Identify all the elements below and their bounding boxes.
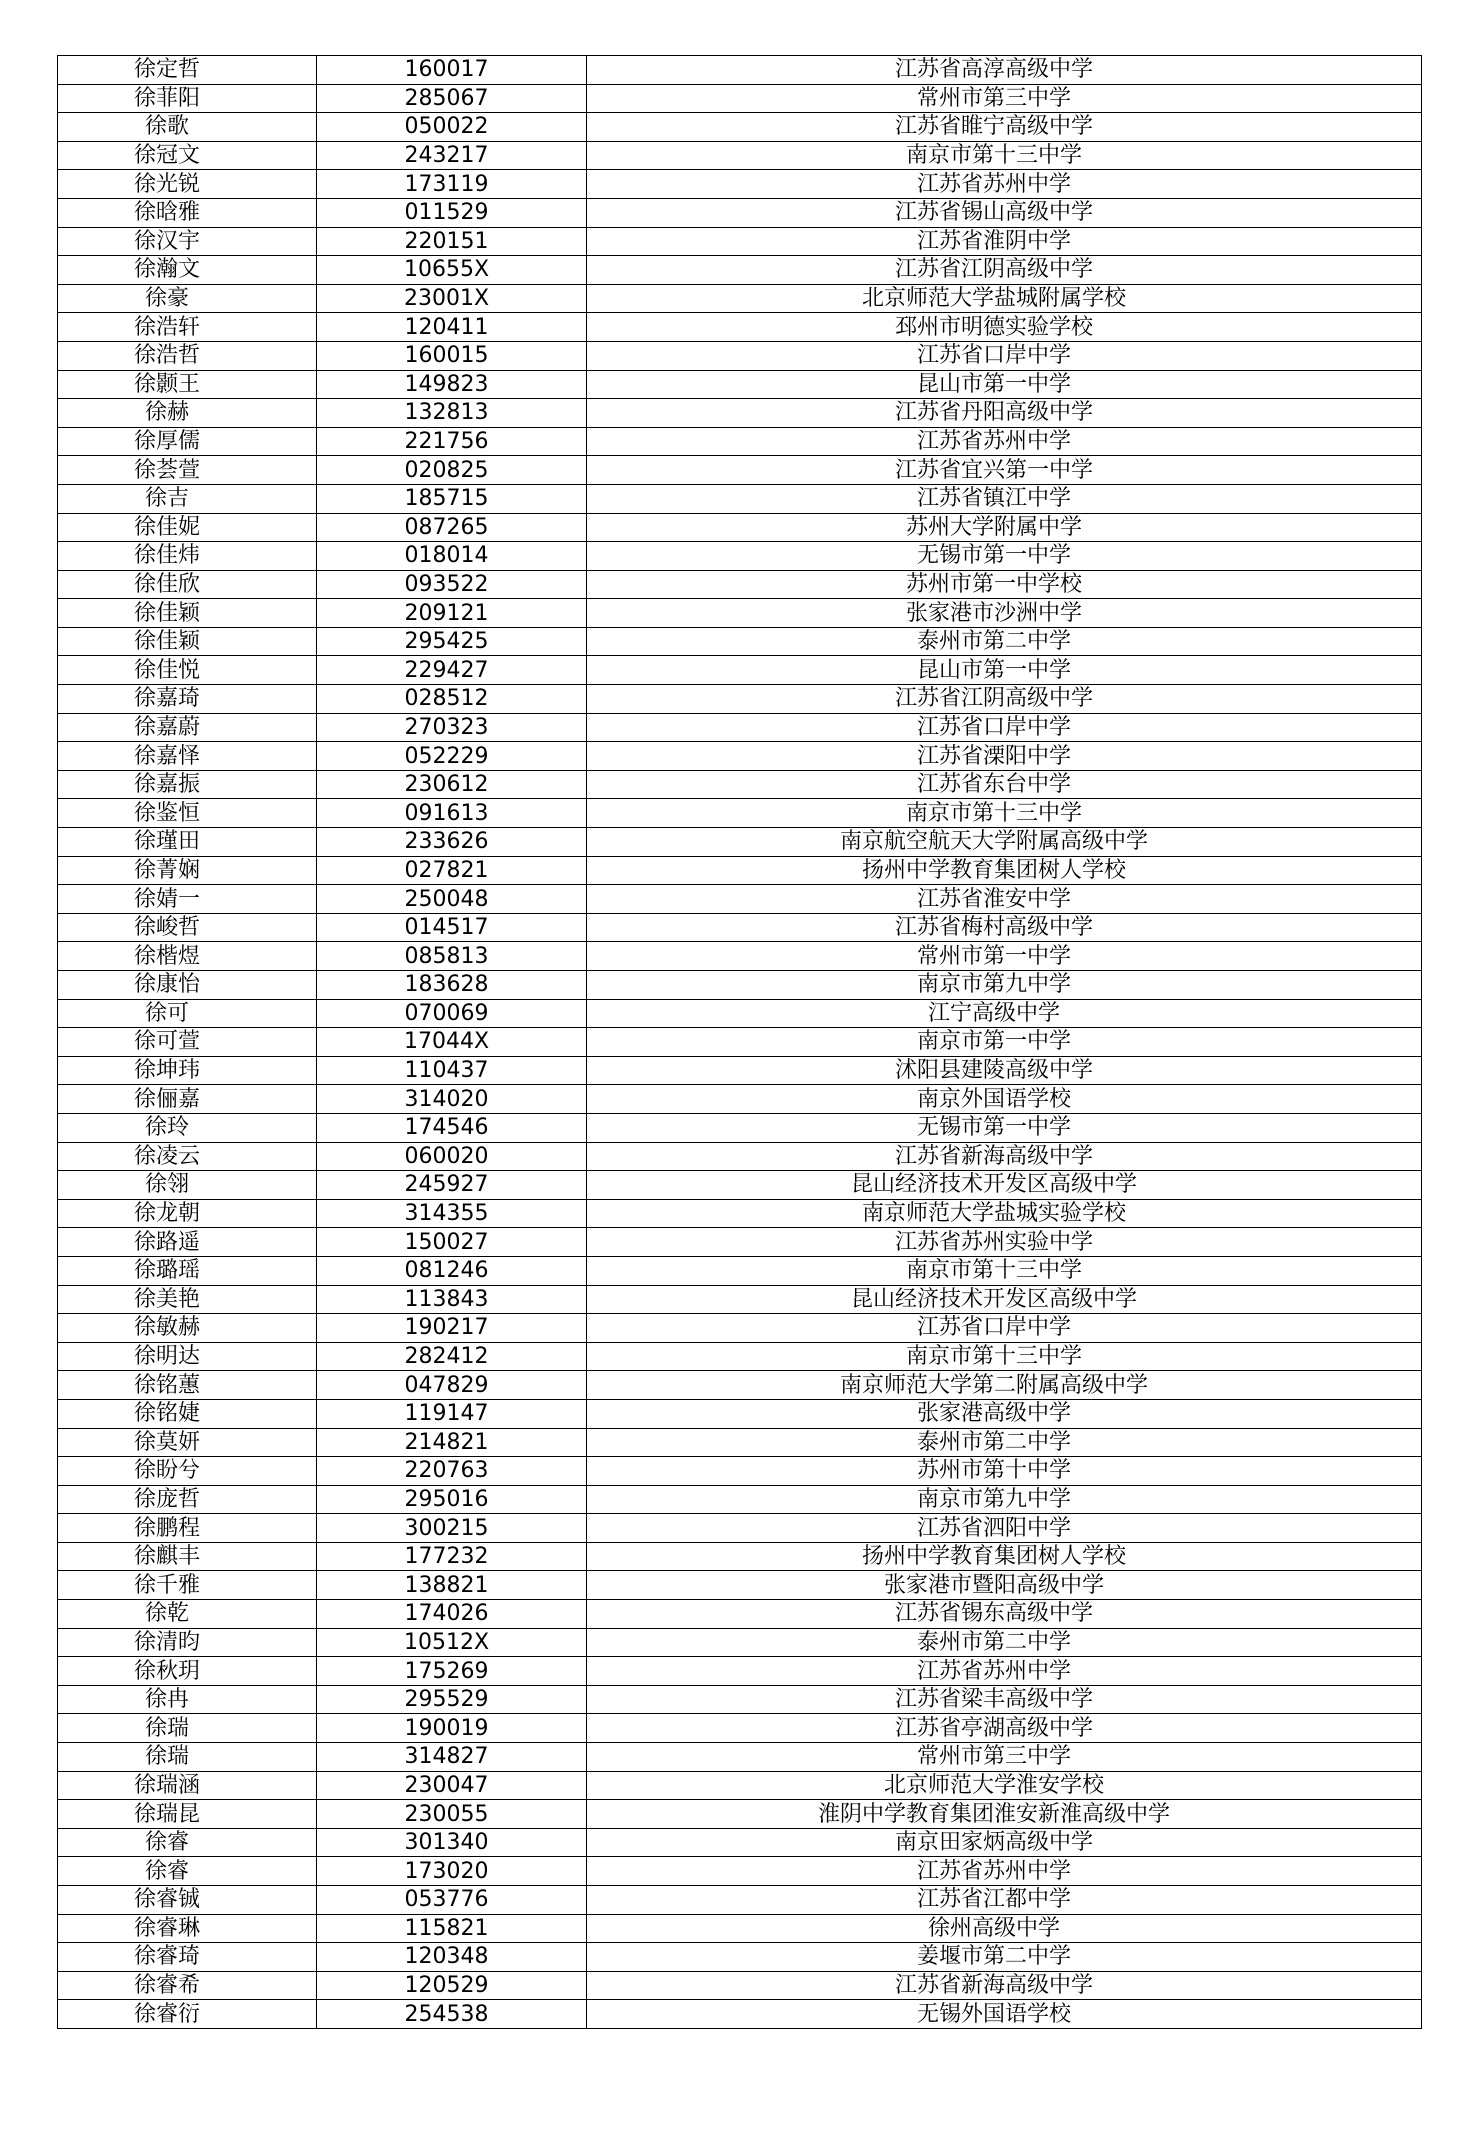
table-row	[58, 1371, 1422, 1400]
school-name-cell: 江苏省梅村高级中学	[587, 913, 1422, 942]
school-name-cell: 张家港市沙洲中学	[587, 599, 1422, 628]
student-name-cell: 徐浩哲	[58, 341, 317, 370]
school-name-cell: 南京市第十三中学	[587, 799, 1422, 828]
student-id-cell: 220763	[317, 1457, 587, 1486]
student-id-cell: 250048	[317, 885, 587, 914]
table-row	[58, 1285, 1422, 1314]
student-id-cell: 160017	[317, 56, 587, 85]
table-row	[58, 513, 1422, 542]
student-id-cell: 190217	[317, 1314, 587, 1343]
student-name-cell: 徐庞哲	[58, 1485, 317, 1514]
student-name-cell: 徐佳妮	[58, 513, 317, 542]
school-name-cell: 江苏省苏州中学	[587, 427, 1422, 456]
student-name-cell: 徐赫	[58, 399, 317, 428]
student-name-cell: 徐汉宇	[58, 227, 317, 256]
student-name-cell: 徐睿琳	[58, 1914, 317, 1943]
school-name-cell: 江苏省苏州中学	[587, 1657, 1422, 1686]
table-row	[58, 570, 1422, 599]
student-id-cell: 282412	[317, 1342, 587, 1371]
table-row	[58, 599, 1422, 628]
table-row	[58, 742, 1422, 771]
table-row	[58, 427, 1422, 456]
table-row	[58, 113, 1422, 142]
student-name-cell: 徐路遥	[58, 1228, 317, 1257]
student-id-cell: 175269	[317, 1657, 587, 1686]
table-row	[58, 713, 1422, 742]
student-id-cell: 243217	[317, 141, 587, 170]
school-name-cell: 江苏省宜兴第一中学	[587, 456, 1422, 485]
student-id-cell: 220151	[317, 227, 587, 256]
school-name-cell: 江苏省锡东高级中学	[587, 1600, 1422, 1629]
school-name-cell: 常州市第一中学	[587, 942, 1422, 971]
school-name-cell: 南京市第十三中学	[587, 1256, 1422, 1285]
table-row	[58, 627, 1422, 656]
student-id-cell: 295529	[317, 1685, 587, 1714]
student-name-cell: 徐瀚文	[58, 256, 317, 285]
student-name-cell: 徐乾	[58, 1600, 317, 1629]
student-id-cell: 233626	[317, 828, 587, 857]
school-name-cell: 张家港高级中学	[587, 1399, 1422, 1428]
table-row	[58, 227, 1422, 256]
school-name-cell: 江苏省口岸中学	[587, 713, 1422, 742]
table-row	[58, 170, 1422, 199]
student-name-cell: 徐清昀	[58, 1628, 317, 1657]
school-name-cell: 江苏省锡山高级中学	[587, 198, 1422, 227]
student-id-cell: 245927	[317, 1171, 587, 1200]
student-id-cell: 174026	[317, 1600, 587, 1629]
student-id-cell: 120529	[317, 1971, 587, 2000]
student-name-cell: 徐颢王	[58, 370, 317, 399]
student-name-cell: 徐坤玮	[58, 1056, 317, 1085]
student-name-cell: 徐睿	[58, 1857, 317, 1886]
table-row	[58, 885, 1422, 914]
student-name-cell: 徐俪嘉	[58, 1085, 317, 1114]
table-row	[58, 313, 1422, 342]
school-name-cell: 江苏省溧阳中学	[587, 742, 1422, 771]
student-id-cell: 295016	[317, 1485, 587, 1514]
table-row	[58, 1342, 1422, 1371]
table-row	[58, 1571, 1422, 1600]
school-name-cell: 苏州大学附属中学	[587, 513, 1422, 542]
school-name-cell: 南京师范大学盐城实验学校	[587, 1199, 1422, 1228]
school-name-cell: 北京师范大学盐城附属学校	[587, 284, 1422, 313]
student-id-cell: 081246	[317, 1256, 587, 1285]
school-name-cell: 昆山市第一中学	[587, 656, 1422, 685]
school-name-cell: 江苏省泗阳中学	[587, 1514, 1422, 1543]
table-row	[58, 256, 1422, 285]
school-name-cell: 江苏省高淳高级中学	[587, 56, 1422, 85]
school-name-cell: 江苏省江阴高级中学	[587, 685, 1422, 714]
student-name-cell: 徐睿衍	[58, 2000, 317, 2029]
student-id-cell: 120411	[317, 313, 587, 342]
school-name-cell: 姜堰市第二中学	[587, 1943, 1422, 1972]
student-name-cell: 徐晗雅	[58, 198, 317, 227]
student-name-cell: 徐瑞涵	[58, 1771, 317, 1800]
student-name-cell: 徐麒丰	[58, 1542, 317, 1571]
student-name-cell: 徐荟萱	[58, 456, 317, 485]
school-name-cell: 江苏省新海高级中学	[587, 1971, 1422, 2000]
student-id-cell: 050022	[317, 113, 587, 142]
student-id-cell: 115821	[317, 1914, 587, 1943]
student-id-cell: 119147	[317, 1399, 587, 1428]
student-name-cell: 徐歌	[58, 113, 317, 142]
student-id-cell: 070069	[317, 999, 587, 1028]
student-name-cell: 徐睿铖	[58, 1886, 317, 1915]
table-row	[58, 370, 1422, 399]
student-name-cell: 徐佳颖	[58, 627, 317, 656]
school-name-cell: 扬州中学教育集团树人学校	[587, 856, 1422, 885]
student-id-cell: 138821	[317, 1571, 587, 1600]
student-name-cell: 徐婧一	[58, 885, 317, 914]
school-name-cell: 无锡市第一中学	[587, 542, 1422, 571]
table-row	[58, 942, 1422, 971]
student-id-cell: 060020	[317, 1142, 587, 1171]
student-name-cell: 徐美艳	[58, 1285, 317, 1314]
student-name-cell: 徐千雅	[58, 1571, 317, 1600]
school-name-cell: 扬州中学教育集团树人学校	[587, 1542, 1422, 1571]
table-row	[58, 1685, 1422, 1714]
table-row	[58, 1600, 1422, 1629]
student-id-cell: 053776	[317, 1886, 587, 1915]
school-name-cell: 无锡市第一中学	[587, 1113, 1422, 1142]
student-name-cell: 徐睿琦	[58, 1943, 317, 1972]
student-id-cell: 209121	[317, 599, 587, 628]
school-name-cell: 江苏省苏州实验中学	[587, 1228, 1422, 1257]
table-row	[58, 1314, 1422, 1343]
student-name-cell: 徐佳炜	[58, 542, 317, 571]
school-name-cell: 江苏省淮安中学	[587, 885, 1422, 914]
table-row	[58, 1428, 1422, 1457]
table-row	[58, 770, 1422, 799]
table-row	[58, 284, 1422, 313]
table-row	[58, 1914, 1422, 1943]
student-id-cell: 149823	[317, 370, 587, 399]
student-name-cell: 徐峻哲	[58, 913, 317, 942]
student-id-cell: 113843	[317, 1285, 587, 1314]
student-id-cell: 120348	[317, 1943, 587, 1972]
school-name-cell: 北京师范大学淮安学校	[587, 1771, 1422, 1800]
student-list-table	[57, 55, 1422, 2029]
table-row	[58, 1657, 1422, 1686]
school-name-cell: 南京市第一中学	[587, 1028, 1422, 1057]
student-name-cell: 徐鹏程	[58, 1514, 317, 1543]
student-id-cell: 300215	[317, 1514, 587, 1543]
student-name-cell: 徐睿	[58, 1828, 317, 1857]
student-name-cell: 徐豪	[58, 284, 317, 313]
student-id-cell: 020825	[317, 456, 587, 485]
student-id-cell: 17044X	[317, 1028, 587, 1057]
table-row	[58, 1828, 1422, 1857]
student-id-cell: 230055	[317, 1800, 587, 1829]
table-row	[58, 913, 1422, 942]
student-id-cell: 270323	[317, 713, 587, 742]
table-row	[58, 999, 1422, 1028]
school-name-cell: 邳州市明德实验学校	[587, 313, 1422, 342]
student-id-cell: 085813	[317, 942, 587, 971]
student-id-cell: 052229	[317, 742, 587, 771]
school-name-cell: 江苏省睢宁高级中学	[587, 113, 1422, 142]
table-row	[58, 1743, 1422, 1772]
student-id-cell: 301340	[317, 1828, 587, 1857]
school-name-cell: 江苏省新海高级中学	[587, 1142, 1422, 1171]
student-name-cell: 徐佳颖	[58, 599, 317, 628]
student-name-cell: 徐冠文	[58, 141, 317, 170]
school-name-cell: 江苏省淮阴中学	[587, 227, 1422, 256]
student-name-cell: 徐佳欣	[58, 570, 317, 599]
student-id-cell: 183628	[317, 971, 587, 1000]
school-name-cell: 江苏省亭湖高级中学	[587, 1714, 1422, 1743]
table-row	[58, 141, 1422, 170]
student-name-cell: 徐菲阳	[58, 84, 317, 113]
student-id-cell: 093522	[317, 570, 587, 599]
table-row	[58, 2000, 1422, 2029]
school-name-cell: 南京航空航天大学附属高级中学	[587, 828, 1422, 857]
school-name-cell: 泰州市第二中学	[587, 1628, 1422, 1657]
student-name-cell: 徐冉	[58, 1685, 317, 1714]
table-row	[58, 1056, 1422, 1085]
student-id-cell: 150027	[317, 1228, 587, 1257]
student-id-cell: 10655X	[317, 256, 587, 285]
student-id-cell: 027821	[317, 856, 587, 885]
table-row	[58, 1971, 1422, 2000]
table-row	[58, 1628, 1422, 1657]
student-id-cell: 285067	[317, 84, 587, 113]
student-name-cell: 徐佳悦	[58, 656, 317, 685]
school-name-cell: 昆山市第一中学	[587, 370, 1422, 399]
student-id-cell: 177232	[317, 1542, 587, 1571]
table-row	[58, 198, 1422, 227]
student-id-cell: 10512X	[317, 1628, 587, 1657]
student-name-cell: 徐瑞	[58, 1714, 317, 1743]
school-name-cell: 江苏省江都中学	[587, 1886, 1422, 1915]
student-name-cell: 徐菁娴	[58, 856, 317, 885]
student-name-cell: 徐楷煜	[58, 942, 317, 971]
school-name-cell: 江苏省镇江中学	[587, 484, 1422, 513]
student-name-cell: 徐嘉怿	[58, 742, 317, 771]
table-row	[58, 1943, 1422, 1972]
student-id-cell: 314827	[317, 1743, 587, 1772]
table-row	[58, 1771, 1422, 1800]
table-row	[58, 56, 1422, 85]
table-row	[58, 84, 1422, 113]
table-row	[58, 1171, 1422, 1200]
school-name-cell: 泰州市第二中学	[587, 627, 1422, 656]
school-name-cell: 南京市第十三中学	[587, 1342, 1422, 1371]
school-name-cell: 江苏省梁丰高级中学	[587, 1685, 1422, 1714]
student-id-cell: 23001X	[317, 284, 587, 313]
student-id-cell: 087265	[317, 513, 587, 542]
student-name-cell: 徐鉴恒	[58, 799, 317, 828]
student-id-cell: 229427	[317, 656, 587, 685]
table-row	[58, 1142, 1422, 1171]
table-row	[58, 1542, 1422, 1571]
student-id-cell: 254538	[317, 2000, 587, 2029]
school-name-cell: 南京市第九中学	[587, 1485, 1422, 1514]
student-name-cell: 徐敏赫	[58, 1314, 317, 1343]
table-row	[58, 856, 1422, 885]
school-name-cell: 无锡外国语学校	[587, 2000, 1422, 2029]
table-row	[58, 1457, 1422, 1486]
student-id-cell: 295425	[317, 627, 587, 656]
student-name-cell: 徐瑞	[58, 1743, 317, 1772]
student-name-cell: 徐浩轩	[58, 313, 317, 342]
student-id-cell: 230612	[317, 770, 587, 799]
school-name-cell: 苏州市第十中学	[587, 1457, 1422, 1486]
school-name-cell: 张家港市暨阳高级中学	[587, 1571, 1422, 1600]
student-id-cell: 047829	[317, 1371, 587, 1400]
school-name-cell: 江苏省口岸中学	[587, 1314, 1422, 1343]
school-name-cell: 江苏省口岸中学	[587, 341, 1422, 370]
student-name-cell: 徐瑾田	[58, 828, 317, 857]
school-name-cell: 昆山经济技术开发区高级中学	[587, 1285, 1422, 1314]
student-id-cell: 185715	[317, 484, 587, 513]
school-name-cell: 淮阴中学教育集团淮安新淮高级中学	[587, 1800, 1422, 1829]
student-id-cell: 011529	[317, 198, 587, 227]
table-row	[58, 1085, 1422, 1114]
school-name-cell: 江苏省东台中学	[587, 770, 1422, 799]
student-name-cell: 徐嘉振	[58, 770, 317, 799]
table-row	[58, 456, 1422, 485]
student-name-cell: 徐光锐	[58, 170, 317, 199]
student-id-cell: 173119	[317, 170, 587, 199]
student-name-cell: 徐嘉琦	[58, 685, 317, 714]
school-name-cell: 南京外国语学校	[587, 1085, 1422, 1114]
student-id-cell: 160015	[317, 341, 587, 370]
school-name-cell: 南京师范大学第二附属高级中学	[587, 1371, 1422, 1400]
table-row	[58, 1256, 1422, 1285]
student-id-cell: 132813	[317, 399, 587, 428]
student-id-cell: 174546	[317, 1113, 587, 1142]
student-name-cell: 徐嘉蔚	[58, 713, 317, 742]
student-name-cell: 徐可	[58, 999, 317, 1028]
table-row	[58, 1113, 1422, 1142]
table-row	[58, 1399, 1422, 1428]
student-id-cell: 314020	[317, 1085, 587, 1114]
student-name-cell: 徐玲	[58, 1113, 317, 1142]
student-id-cell: 314355	[317, 1199, 587, 1228]
table-row	[58, 1228, 1422, 1257]
student-name-cell: 徐康怡	[58, 971, 317, 1000]
student-name-cell: 徐定哲	[58, 56, 317, 85]
student-name-cell: 徐可萱	[58, 1028, 317, 1057]
table-row	[58, 341, 1422, 370]
student-name-cell: 徐凌云	[58, 1142, 317, 1171]
school-name-cell: 苏州市第一中学校	[587, 570, 1422, 599]
school-name-cell: 江宁高级中学	[587, 999, 1422, 1028]
table-body	[58, 56, 1422, 2029]
student-id-cell: 214821	[317, 1428, 587, 1457]
student-name-cell: 徐瑞昆	[58, 1800, 317, 1829]
school-name-cell: 沭阳县建陵高级中学	[587, 1056, 1422, 1085]
table-row	[58, 799, 1422, 828]
table-row	[58, 484, 1422, 513]
school-name-cell: 常州市第三中学	[587, 1743, 1422, 1772]
student-id-cell: 018014	[317, 542, 587, 571]
table-row	[58, 1199, 1422, 1228]
student-id-cell: 014517	[317, 913, 587, 942]
student-name-cell: 徐盼兮	[58, 1457, 317, 1486]
table-row	[58, 685, 1422, 714]
school-name-cell: 泰州市第二中学	[587, 1428, 1422, 1457]
table-row	[58, 828, 1422, 857]
table-row	[58, 1485, 1422, 1514]
school-name-cell: 南京市第十三中学	[587, 141, 1422, 170]
student-id-cell: 110437	[317, 1056, 587, 1085]
student-id-cell: 190019	[317, 1714, 587, 1743]
table-row	[58, 542, 1422, 571]
student-id-cell: 091613	[317, 799, 587, 828]
student-name-cell: 徐吉	[58, 484, 317, 513]
student-name-cell: 徐璐瑶	[58, 1256, 317, 1285]
student-name-cell: 徐厚儒	[58, 427, 317, 456]
student-id-cell: 221756	[317, 427, 587, 456]
school-name-cell: 南京市第九中学	[587, 971, 1422, 1000]
school-name-cell: 江苏省苏州中学	[587, 170, 1422, 199]
school-name-cell: 昆山经济技术开发区高级中学	[587, 1171, 1422, 1200]
table-row	[58, 1857, 1422, 1886]
student-id-cell: 173020	[317, 1857, 587, 1886]
table-row	[58, 656, 1422, 685]
student-name-cell: 徐龙朝	[58, 1199, 317, 1228]
student-name-cell: 徐翎	[58, 1171, 317, 1200]
student-name-cell: 徐铭婕	[58, 1399, 317, 1428]
table-row	[58, 399, 1422, 428]
student-id-cell: 028512	[317, 685, 587, 714]
school-name-cell: 徐州高级中学	[587, 1914, 1422, 1943]
student-name-cell: 徐睿希	[58, 1971, 317, 2000]
table-row	[58, 1714, 1422, 1743]
student-name-cell: 徐铭蕙	[58, 1371, 317, 1400]
student-name-cell: 徐莫妍	[58, 1428, 317, 1457]
table-row	[58, 1028, 1422, 1057]
table-row	[58, 1800, 1422, 1829]
school-name-cell: 江苏省江阴高级中学	[587, 256, 1422, 285]
student-name-cell: 徐秋玥	[58, 1657, 317, 1686]
school-name-cell: 常州市第三中学	[587, 84, 1422, 113]
student-id-cell: 230047	[317, 1771, 587, 1800]
school-name-cell: 江苏省苏州中学	[587, 1857, 1422, 1886]
table-row	[58, 1886, 1422, 1915]
student-name-cell: 徐明达	[58, 1342, 317, 1371]
table-row	[58, 1514, 1422, 1543]
table-row	[58, 971, 1422, 1000]
school-name-cell: 江苏省丹阳高级中学	[587, 399, 1422, 428]
school-name-cell: 南京田家炳高级中学	[587, 1828, 1422, 1857]
